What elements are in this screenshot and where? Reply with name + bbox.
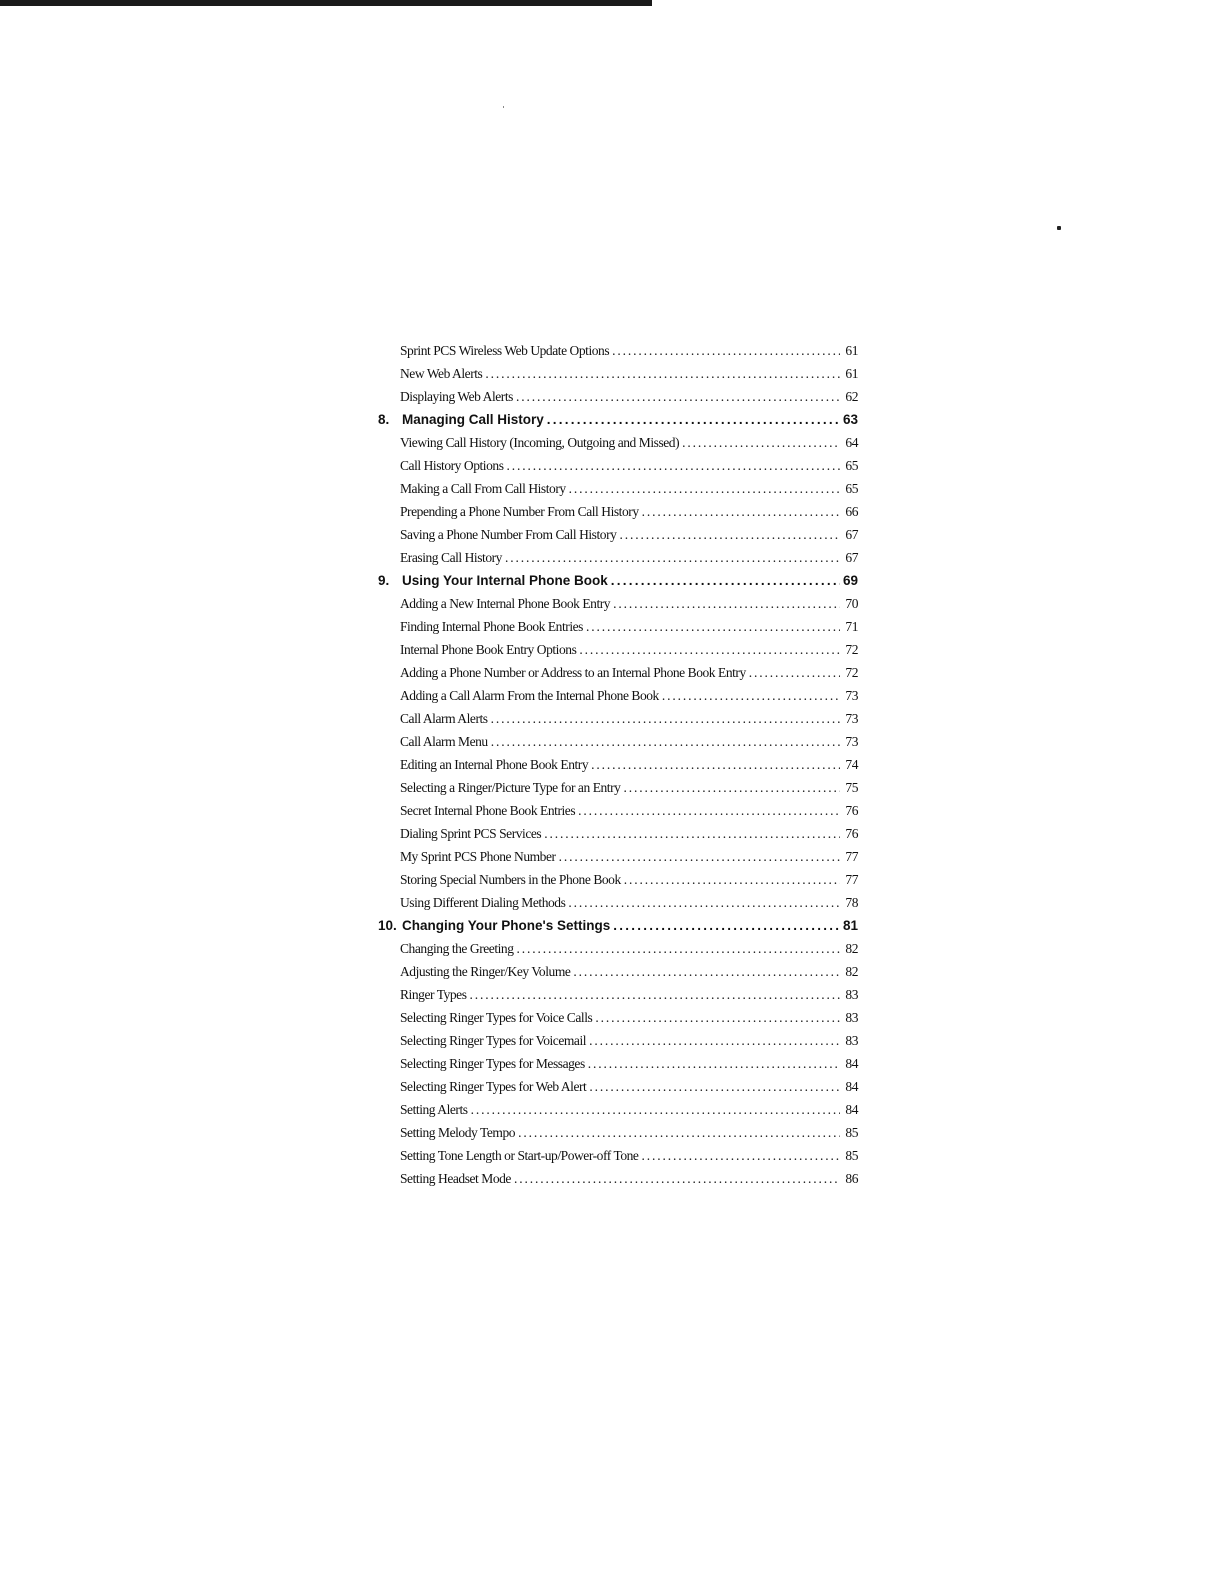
- toc-entry-row: [378, 1118, 858, 1141]
- entry-title: Internal Phone Book Entry Options: [400, 642, 577, 657]
- toc-entry-row: [378, 980, 858, 1003]
- entry-title: Storing Special Numbers in the Phone Book: [400, 872, 621, 887]
- entry-title: Selecting Ringer Types for Voice Calls: [400, 1010, 593, 1025]
- dot-leader: [544, 826, 840, 842]
- toc-chapter-row: [378, 911, 858, 934]
- dot-leader: [641, 1148, 840, 1164]
- dot-leader: [589, 1033, 840, 1049]
- scan-speck: [503, 106, 504, 108]
- chapter-number: 8.: [378, 412, 390, 427]
- dot-leader: [613, 596, 840, 612]
- page-number: 66: [845, 504, 858, 519]
- page-number: 85: [845, 1148, 858, 1163]
- page-number: 73: [845, 734, 858, 749]
- entry-title: Secret Internal Phone Book Entries: [400, 803, 576, 818]
- page-number: 84: [845, 1079, 858, 1094]
- dot-leader: [471, 1102, 840, 1118]
- toc-entry-row: [378, 842, 858, 865]
- entry-title: Displaying Web Alerts: [400, 389, 513, 404]
- toc-entry-row: [378, 543, 858, 566]
- dot-leader: [589, 1079, 840, 1095]
- page-number: 61: [845, 366, 858, 381]
- entry-title: Viewing Call History (Incoming, Outgoing and Missed): [400, 435, 680, 450]
- entry-title: Setting Alerts: [400, 1102, 468, 1117]
- entry-title: Dialing Sprint PCS Services: [400, 826, 542, 841]
- page-number: 85: [845, 1125, 858, 1140]
- entry-title: Call Alarm Alerts: [400, 711, 488, 726]
- entry-title: Editing an Internal Phone Book Entry: [400, 757, 589, 772]
- dot-leader: [623, 780, 840, 796]
- page-number: 63: [842, 412, 858, 427]
- page-number: 65: [845, 481, 858, 496]
- page-number: 83: [845, 1010, 858, 1025]
- dot-leader: [624, 872, 840, 888]
- toc-entry-row: [378, 658, 858, 681]
- dot-leader: [559, 849, 840, 865]
- scan-speck: [1057, 226, 1061, 230]
- toc-entry-row: [378, 451, 858, 474]
- dot-leader: [573, 964, 840, 980]
- page-number: 76: [845, 826, 858, 841]
- entry-title: Setting Tone Length or Start-up/Power-off Tone: [400, 1148, 639, 1163]
- toc-entry-row: [378, 865, 858, 888]
- page-number: 76: [845, 803, 858, 818]
- toc-entry-row: [378, 612, 858, 635]
- page-number: 84: [845, 1102, 858, 1117]
- entry-title: Setting Melody Tempo: [400, 1125, 516, 1140]
- toc-entry-row: [378, 497, 858, 520]
- toc-entry-row: [378, 796, 858, 819]
- dot-leader: [568, 895, 840, 911]
- page-number: 78: [845, 895, 858, 910]
- page-number: 84: [845, 1056, 858, 1071]
- page-number: 73: [845, 711, 858, 726]
- entry-title: Setting Headset Mode: [400, 1171, 511, 1186]
- dot-leader: [611, 573, 840, 589]
- dot-leader: [507, 458, 840, 474]
- toc-entry-row: [378, 934, 858, 957]
- dot-leader: [619, 527, 840, 543]
- entry-title: Selecting Ringer Types for Voicemail: [400, 1033, 587, 1048]
- page-number: 61: [845, 343, 858, 358]
- toc-entry-row: [378, 1095, 858, 1118]
- page-number: 83: [845, 987, 858, 1002]
- toc-entry-row: [378, 1141, 858, 1164]
- dot-leader: [491, 734, 840, 750]
- dot-leader: [595, 1010, 840, 1026]
- entry-title: Ringer Types: [400, 987, 467, 1002]
- page-number: 67: [845, 527, 858, 542]
- dot-leader: [612, 343, 840, 359]
- dot-leader: [505, 550, 840, 566]
- entry-title: Finding Internal Phone Book Entries: [400, 619, 583, 634]
- toc-entry-row: [378, 635, 858, 658]
- toc-entry-row: [378, 1072, 858, 1095]
- page-number: 77: [845, 849, 858, 864]
- toc-entry-row: [378, 773, 858, 796]
- page-number: 72: [845, 642, 858, 657]
- toc-entry-row: [378, 336, 858, 359]
- dot-leader: [491, 711, 840, 727]
- entry-title: Using Different Dialing Methods: [400, 895, 566, 910]
- dot-leader: [518, 1125, 840, 1141]
- dot-leader: [516, 389, 840, 405]
- page-number: 74: [845, 757, 858, 772]
- toc-entry-row: [378, 727, 858, 750]
- page-number: 82: [845, 964, 858, 979]
- toc-entry-row: [378, 1026, 858, 1049]
- toc-entry-row: [378, 957, 858, 980]
- page-number: 69: [842, 573, 858, 588]
- chapter-title: Using Your Internal Phone Book: [402, 573, 608, 588]
- dot-leader: [682, 435, 840, 451]
- page-number: 64: [845, 435, 858, 450]
- dot-leader: [517, 941, 840, 957]
- entry-title: Making a Call From Call History: [400, 481, 566, 496]
- page-number: 81: [842, 918, 858, 933]
- entry-title: Adding a Phone Number or Address to an Internal Phone Book Entry: [400, 665, 746, 680]
- page-number: 77: [845, 872, 858, 887]
- toc-entry-row: [378, 520, 858, 543]
- entry-title: Adding a Call Alarm From the Internal Phone Book: [400, 688, 659, 703]
- toc-entry-row: [378, 1003, 858, 1026]
- dot-leader: [586, 619, 840, 635]
- entry-title: Selecting a Ringer/Picture Type for an Entry: [400, 780, 621, 795]
- dot-leader: [613, 918, 840, 934]
- page-number: 86: [845, 1171, 858, 1186]
- chapter-title: Changing Your Phone's Settings: [402, 918, 611, 933]
- entry-title: Prepending a Phone Number From Call History: [400, 504, 639, 519]
- toc-entry-row: [378, 1049, 858, 1072]
- entry-title: New Web Alerts: [400, 366, 483, 381]
- page-number: 67: [845, 550, 858, 565]
- dot-leader: [547, 412, 840, 428]
- page-number: 83: [845, 1033, 858, 1048]
- dot-leader: [662, 688, 840, 704]
- dot-leader: [642, 504, 840, 520]
- chapter-number: 9.: [378, 573, 390, 588]
- entry-title: Erasing Call History: [400, 550, 502, 565]
- toc-entry-row: [378, 681, 858, 704]
- toc-entry-row: [378, 589, 858, 612]
- entry-title: My Sprint PCS Phone Number: [400, 849, 556, 864]
- page-number: 75: [845, 780, 858, 795]
- entry-title: Call Alarm Menu: [400, 734, 488, 749]
- dot-leader: [470, 987, 840, 1003]
- page-number: 62: [845, 389, 858, 404]
- page-number: 72: [845, 665, 858, 680]
- toc-entry-row: [378, 704, 858, 727]
- entry-title: Changing the Greeting: [400, 941, 514, 956]
- dot-leader: [578, 803, 840, 819]
- entry-title: Sprint PCS Wireless Web Update Options: [400, 343, 610, 358]
- chapter-number: 10.: [378, 918, 397, 933]
- toc-entry-row: [378, 474, 858, 497]
- entry-title: Selecting Ringer Types for Messages: [400, 1056, 585, 1071]
- page-number: 70: [845, 596, 858, 611]
- page-number: 65: [845, 458, 858, 473]
- page-number: 73: [845, 688, 858, 703]
- toc-chapter-row: [378, 566, 858, 589]
- toc-entry-row: [378, 1164, 858, 1187]
- dot-leader: [514, 1171, 840, 1187]
- top-rule: [0, 0, 652, 6]
- entry-title: Adding a New Internal Phone Book Entry: [400, 596, 611, 611]
- toc-entry-row: [378, 428, 858, 451]
- entry-title: Saving a Phone Number From Call History: [400, 527, 617, 542]
- dot-leader: [591, 757, 840, 773]
- dot-leader: [588, 1056, 840, 1072]
- toc-entry-row: [378, 750, 858, 773]
- dot-leader: [485, 366, 840, 382]
- dot-leader: [749, 665, 840, 681]
- page-number: 71: [845, 619, 858, 634]
- entry-title: Selecting Ringer Types for Web Alert: [400, 1079, 587, 1094]
- toc-entry-row: [378, 359, 858, 382]
- table-of-contents: [378, 336, 858, 1187]
- toc-entry-row: [378, 382, 858, 405]
- toc-entry-row: [378, 819, 858, 842]
- chapter-title: Managing Call History: [402, 412, 544, 427]
- dot-leader: [569, 481, 840, 497]
- entry-title: Call History Options: [400, 458, 504, 473]
- toc-entry-row: [378, 888, 858, 911]
- page-number: 82: [845, 941, 858, 956]
- dot-leader: [579, 642, 840, 658]
- entry-title: Adjusting the Ringer/Key Volume: [400, 964, 571, 979]
- toc-chapter-row: [378, 405, 858, 428]
